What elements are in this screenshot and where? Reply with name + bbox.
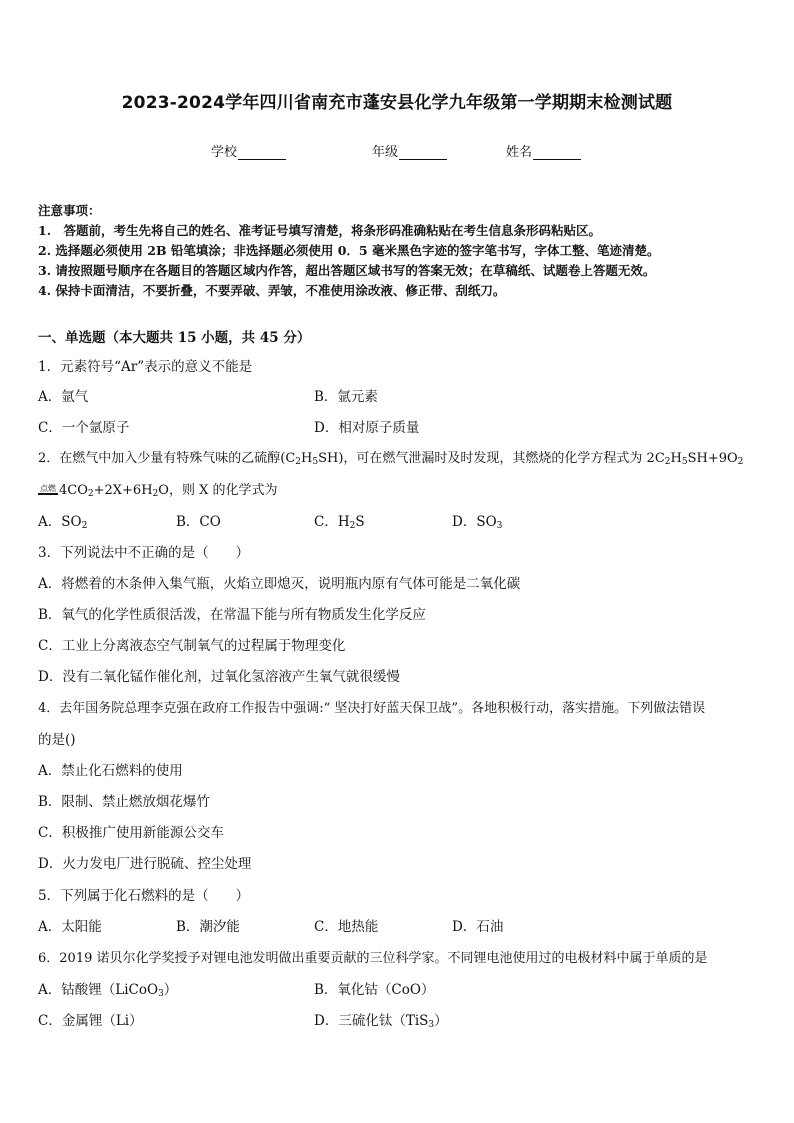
q2-option-a: [38, 510, 87, 531]
option-text: C．H: [314, 514, 350, 530]
exam-title: 2023-2024学年四川省南充市蓬安县化学九年级第一学期期末检测试题: [121, 93, 673, 113]
question-5-stem: 5．下列属于化石燃料的是（ ）: [38, 888, 250, 904]
school-blank: [238, 146, 286, 160]
q5-option-d: D．石油: [452, 919, 504, 935]
q2-option-d: [452, 510, 502, 531]
q6-option-a: [38, 978, 177, 999]
subscript: 2: [87, 489, 94, 499]
q2-text: SH)，可在燃气泄漏时及时发现，其燃烧的化学方程式为 2C: [318, 451, 665, 466]
notice-item: 1. 答题前，考生先将自己的姓名、准考证号填写清楚，将条形码准确粘贴在考生信息条形码粘贴区。: [38, 223, 602, 238]
q2-text: +2X+6H: [93, 483, 153, 498]
option-text: D．SO: [452, 514, 497, 530]
q2-text: SH+9O: [687, 451, 738, 466]
option-text: A．钴酸锂（LiCoO: [38, 982, 159, 998]
subscript: 5: [312, 457, 319, 467]
name-label: 姓名: [506, 145, 533, 160]
grade-field: [372, 141, 447, 160]
question-1-stem: 1．元素符号“Ar”表示的意义不能是: [38, 359, 253, 375]
q3-option-c: C．工业上分离液态空气制氧气的过程属于物理变化: [38, 638, 346, 654]
q5-option-a: A．太阳能: [38, 919, 102, 935]
subscript: 2: [81, 521, 88, 531]
notice-block: [38, 201, 659, 301]
q5-option-b: B．潮汐能: [176, 919, 240, 935]
q1-option-b: B．氩元素: [314, 389, 378, 405]
q2-text: 2．在燃气中加入少量有特殊气味的乙硫醇(C: [38, 451, 296, 466]
question-6-stem: 6．2019 诺贝尔化学奖授予对锂电池发明做出重要贡献的三位科学家。不同锂电池使用过的电极材料中属于单质的是: [38, 951, 708, 966]
q2-text: O，则 X 的化学式为: [158, 483, 278, 498]
notice-heading: 注意事项：: [38, 203, 101, 218]
option-text: ）: [434, 1013, 448, 1029]
notice-item: 4. 保持卡面清洁，不要折叠，不要弄破、弄皱，不准使用涂改液、修正带、刮纸刀。: [38, 283, 506, 298]
q6-option-b: B．氧化钴（CoO）: [314, 982, 435, 998]
grade-blank: [399, 146, 447, 160]
school-field: [211, 141, 286, 160]
q6-option-d: [314, 1009, 448, 1030]
subscript: 2: [349, 521, 356, 531]
question-4-stem-cont: 的是(): [38, 732, 76, 748]
q1-option-c: C．一个氩原子: [38, 420, 130, 436]
option-text: A．SO: [38, 514, 82, 530]
subscript: 2: [737, 457, 744, 467]
subscript: 2: [152, 489, 159, 499]
question-2-stem: [38, 447, 743, 467]
q2-option-c: [314, 510, 365, 531]
q4-option-b: B．限制、禁止燃放烟花爆竹: [38, 794, 210, 810]
subscript: 3: [428, 1020, 435, 1030]
subscript: 5: [681, 457, 688, 467]
question-3-stem: 3．下列说法中不正确的是（ ）: [38, 545, 250, 561]
q6-option-c: C．金属锂（Li）: [38, 1013, 143, 1029]
q2-option-b: [176, 510, 221, 530]
option-text: D．三硫化钛（TiS: [314, 1013, 429, 1029]
q2-text: H: [670, 451, 682, 466]
name-blank: [533, 146, 581, 160]
option-text: B．CO: [176, 514, 221, 530]
q1-option-a: A．氩气: [38, 389, 89, 405]
option-text: ）: [163, 982, 178, 998]
q5-option-c: C．地热能: [314, 919, 379, 935]
q1-option-d: D．相对原子质量: [314, 420, 420, 436]
q2-text: H: [301, 451, 313, 466]
q3-option-a: A．将燃着的木条伸入集气瓶，火焰立即熄灭，说明瓶内原有气体可能是二氧化碳: [38, 576, 521, 592]
notice-item: 3. 请按照题号顺序在各题目的答题区域内作答，超出答题区域书写的答案无效；在草稿纸、试题卷上答题无效。: [38, 263, 656, 278]
q4-option-c: C．积极推广使用新能源公交车: [38, 825, 224, 841]
q4-option-d: D．火力发电厂进行脱硫、控尘处理: [38, 856, 252, 872]
reaction-condition: 点燃: [40, 484, 56, 493]
q3-option-b: B．氧气的化学性质很活泼，在常温下能与所有物质发生化学反应: [38, 607, 426, 623]
subscript: 2: [295, 457, 302, 467]
subscript: 3: [158, 989, 164, 999]
notice-item: 2. 选择题必须使用 2B 铅笔填涂；非选择题必须使用 0．5 毫米黑色字迹的签字笔书写，字体工整、笔迹清楚。: [38, 243, 660, 258]
option-text: S: [355, 514, 365, 530]
question-2-equation: [38, 479, 277, 499]
subscript: 3: [496, 521, 503, 531]
name-field: [506, 141, 581, 160]
section-heading: 一、单选题（本大题共 15 小题，共 45 分）: [38, 330, 311, 346]
q3-option-d: D．没有二氧化锰作催化剂，过氧化氢溶液产生氧气就很缓慢: [38, 669, 400, 685]
q2-text: 4CO: [59, 483, 88, 498]
q4-option-a: A．禁止化石燃料的使用: [38, 763, 183, 779]
question-4-stem: 4．去年国务院总理李克强在政府工作报告中强调:“ 坚决打好蓝天保卫战”。各地积极行动，落实措施。下列做法错误: [38, 701, 706, 716]
grade-label: 年级: [372, 145, 399, 160]
subscript: 2: [664, 457, 671, 467]
school-label: 学校: [211, 145, 238, 160]
